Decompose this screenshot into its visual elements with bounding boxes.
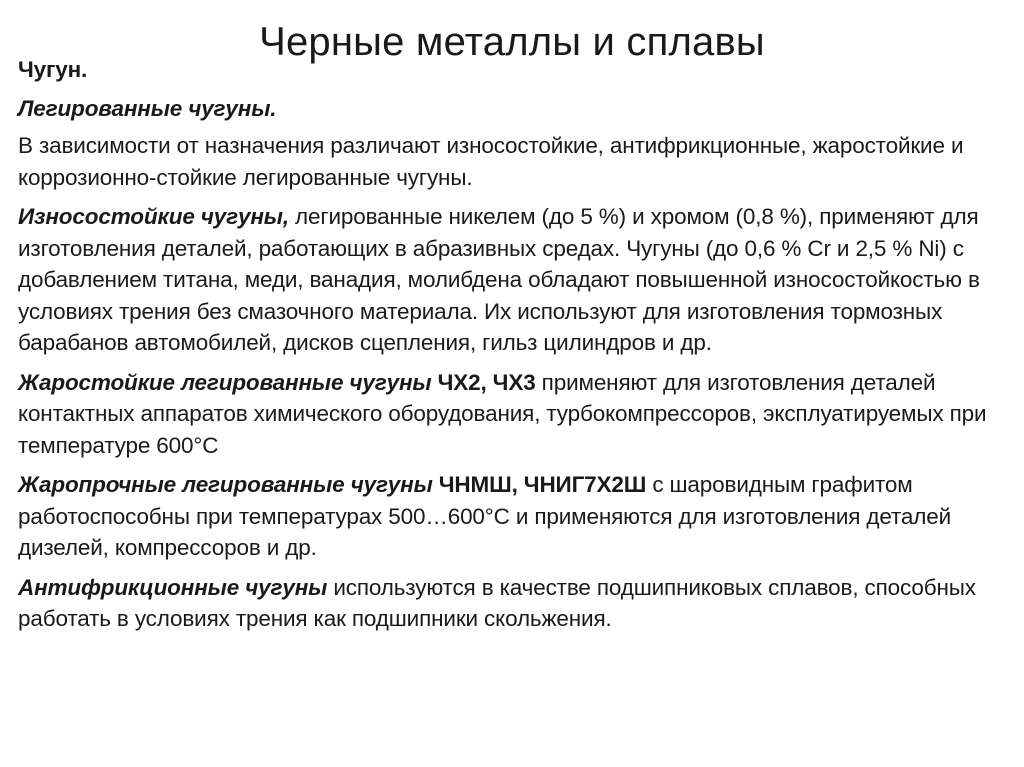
wear-resistant-text: легированные никелем (до 5 %) и хромом (0,8 %), применяют для изготовления деталей, работающих в абразивных средах. Чугуны (до 0,6 % Cr и 2,5 % Ni) с добавлением титана, меди, ванадия, молибдена обладают повышенной износостойкостью в условиях трения без смазочного материала. Их используют для изготовления тормозных барабанов автомобилей, дисков сцепления, гильз цилиндров и др. — [18, 204, 980, 355]
wear-resistant-term: Износостойкие чугуны, — [18, 204, 289, 229]
antifriction-paragraph — [18, 572, 1008, 635]
heat-resistant-paragraph — [18, 367, 1008, 462]
antifriction-text: используются в качестве подшипниковых сплавов, способных работать в условиях трения как подшипники скольжения. — [18, 574, 976, 631]
heat-resistant-text: применяют для изготовления деталей контактных аппаратов химического оборудования, турбокомпрессоров, эксплуатируемых при температуре 600°С — [18, 369, 987, 458]
heat-strong-term: Жаропрочные легированные чугуны — [18, 472, 433, 497]
slide-content — [18, 54, 1008, 643]
wear-resistant-paragraph — [18, 201, 1008, 359]
antifriction-term: Антифрикционные чугуны — [18, 574, 328, 600]
heading-alloyed-cast-iron: Легированные чугуны. — [18, 95, 277, 121]
heat-strong-text: с шаровидным графитом работоспособны при температурах 500…600°С и применяются для изготовления деталей дизелей, компрессоров и др. — [18, 472, 951, 560]
heat-resistant-term: Жаростойкие легированные чугуны — [18, 369, 432, 395]
intro-paragraph: В зависимости от назначения различают износостойкие, антифрикционные, жаростойкие и коррозионно-стойкие легированные чугуны. — [18, 133, 964, 190]
heat-strong-grades: ЧНМШ, ЧНИГ7Х2Ш — [432, 472, 647, 497]
slide-title: Черные металлы и сплавы — [259, 20, 765, 64]
heat-resistant-grades: ЧХ2, ЧХ3 — [431, 369, 536, 395]
heading-cast-iron: Чугун. — [18, 57, 88, 82]
heat-strong-paragraph — [18, 469, 1008, 564]
